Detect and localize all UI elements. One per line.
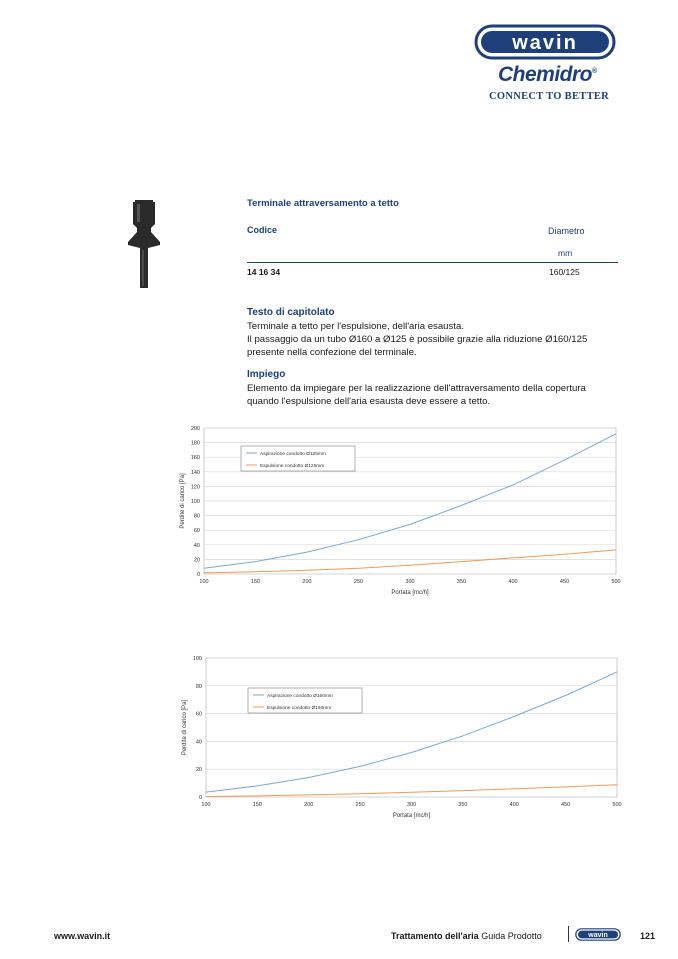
y-tick-label: 60 xyxy=(195,711,202,718)
table-rule xyxy=(247,262,618,263)
wavin-logo xyxy=(474,24,616,60)
legend-label: Espulsione condotto Ø125mm xyxy=(260,464,325,469)
table-cell-code: 14 16 34 xyxy=(247,267,281,277)
chemidro-logo-text: Chemidro xyxy=(498,63,593,86)
table-header-code: Codice xyxy=(247,225,278,235)
x-tick-label: 400 xyxy=(509,802,519,808)
spec-line: Terminale a tetto per l'espulsione, dell'aria esausta. xyxy=(247,321,464,332)
x-tick-label: 450 xyxy=(561,802,571,808)
x-tick-label: 250 xyxy=(355,802,365,808)
footer-doc-title-rest: Guida Prodotto xyxy=(481,931,542,941)
x-tick-label: 250 xyxy=(353,579,364,585)
chemidro-logo xyxy=(498,63,597,87)
legend-label: Espulsione condotto Ø160mm xyxy=(267,706,332,711)
usage-line: quando l'espulsione dell'aria esausta deve essere a tetto. xyxy=(247,396,491,407)
spec-heading: Testo di capitolato xyxy=(247,307,335,318)
y-tick-label: 40 xyxy=(193,542,200,549)
y-tick-label: 80 xyxy=(195,683,202,690)
y-tick-label: 80 xyxy=(193,513,200,520)
spec-line: presente nella confezione del terminale. xyxy=(247,347,417,358)
y-tick-label: 160 xyxy=(190,455,200,462)
x-tick-label: 100 xyxy=(201,802,211,808)
x-tick-label: 350 xyxy=(458,802,468,808)
footer-doc-title xyxy=(391,931,542,941)
footer-doc-title-bold: Trattamento dell'aria xyxy=(391,931,479,941)
y-axis-label: Perdite di carico [Pa] xyxy=(180,473,186,529)
y-tick-label: 120 xyxy=(190,484,200,491)
x-axis-label: Portata [mc/h] xyxy=(392,813,431,819)
roof-terminal-image xyxy=(124,198,164,290)
y-tick-label: 60 xyxy=(193,528,200,535)
pressure-loss-chart-160 xyxy=(176,652,628,824)
y-tick-label: 0 xyxy=(198,795,202,801)
x-tick-label: 300 xyxy=(406,802,417,808)
product-title: Terminale attraversamento a tetto xyxy=(247,198,399,209)
x-tick-label: 500 xyxy=(612,802,622,808)
usage-paragraph xyxy=(247,382,618,408)
x-tick-label: 500 xyxy=(611,579,621,585)
legend-label: Aspirazione condotto Ø125mm xyxy=(260,452,326,457)
y-tick-label: 0 xyxy=(196,572,200,578)
y-tick-label: 200 xyxy=(190,426,200,432)
x-tick-label: 300 xyxy=(405,579,415,585)
footer-site: www.wavin.it xyxy=(54,931,111,941)
table-header-unit: mm xyxy=(558,248,573,258)
legend-label: Aspirazione condotto Ø160mm xyxy=(267,694,333,699)
table-header-diameter: Diametro xyxy=(548,226,585,236)
x-tick-label: 350 xyxy=(456,579,467,585)
footer-separator xyxy=(568,926,569,942)
wavin-logo-text: wavin xyxy=(512,32,578,54)
x-axis-label: Portata [mc/h] xyxy=(391,590,429,596)
brand-tagline: CONNECT TO BETTER xyxy=(489,91,610,102)
usage-heading: Impiego xyxy=(247,369,286,380)
y-tick-label: 20 xyxy=(193,557,200,564)
spec-paragraph xyxy=(247,320,618,359)
y-tick-label: 140 xyxy=(190,469,200,476)
y-tick-label: 180 xyxy=(190,440,200,447)
y-tick-label: 20 xyxy=(195,767,202,774)
registered-mark: ® xyxy=(592,68,597,75)
page-number: 121 xyxy=(640,931,656,941)
footer-wavin-logo xyxy=(575,928,621,941)
x-tick-label: 200 xyxy=(302,579,312,585)
y-tick-label: 100 xyxy=(192,656,202,662)
y-tick-label: 100 xyxy=(190,499,200,505)
y-axis-label: Perdite di carico [Pa] xyxy=(182,699,188,756)
table-cell-diameter: 160/125 xyxy=(549,267,580,277)
usage-line: Elemento da impiegare per la realizzazione dell'attraversamento della copertura xyxy=(247,383,586,394)
x-tick-label: 150 xyxy=(252,802,262,808)
y-tick-label: 40 xyxy=(195,739,202,746)
x-tick-label: 400 xyxy=(508,579,518,585)
footer-logo-text: wavin xyxy=(588,932,608,939)
plot-area xyxy=(206,658,617,797)
x-tick-label: 150 xyxy=(250,579,261,585)
x-tick-label: 200 xyxy=(304,802,314,808)
x-tick-label: 450 xyxy=(559,579,570,585)
spec-line: Il passaggio da un tubo Ø160 a Ø125 è possibile grazie alla riduzione Ø160/125 xyxy=(247,334,588,345)
pressure-loss-chart-125 xyxy=(176,422,628,602)
x-tick-label: 100 xyxy=(199,579,209,585)
